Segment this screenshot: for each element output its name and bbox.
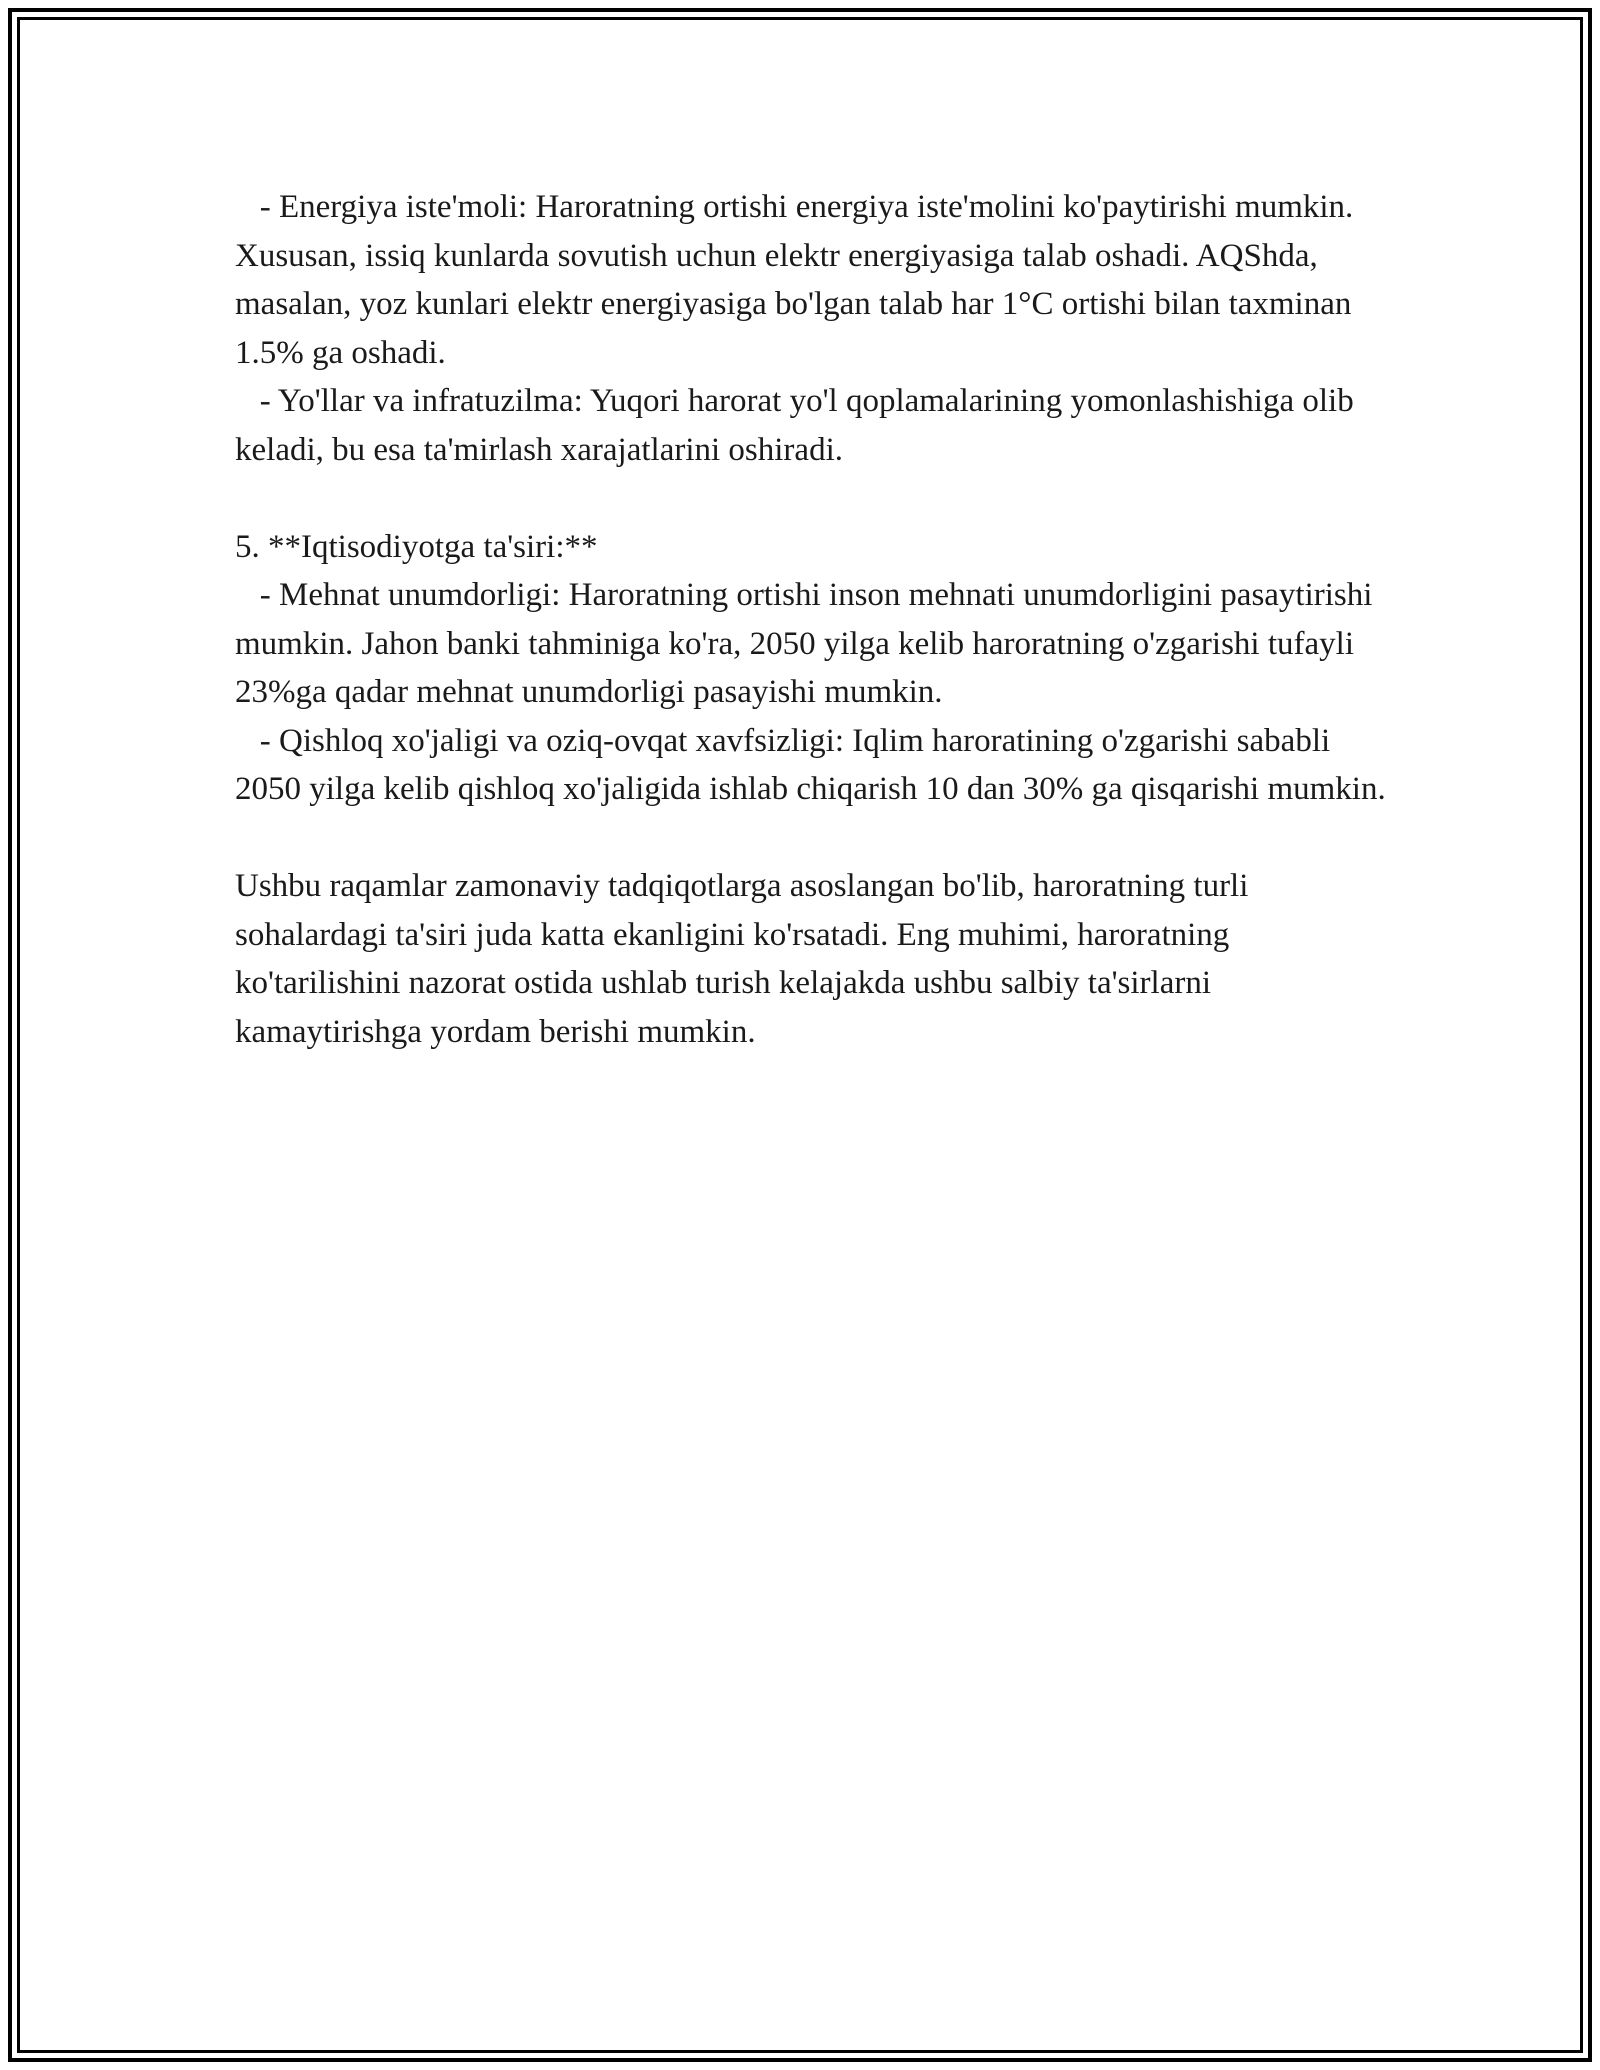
paragraph-roads-infrastructure: - Yo'llar va infratuzilma: Yuqori harorat yo'l qoplamalarining yomonlashishiga olib keladi, bu esa ta'mirlash xarajatlarini oshiradi.	[235, 383, 1362, 468]
section-heading-economy: 5. **Iqtisodiyotga ta'siri:**	[235, 528, 598, 565]
paragraph-agriculture-food-security: - Qishloq xo'jaligi va oziq-ovqat xavfsizligi: Iqlim haroratining o'zgarishi sababli 2050 yilga kelib qishloq xo'jaligida ishlab chiqarish 10 dan 30% ga qisqarishi mumkin.	[235, 722, 1386, 807]
paragraph-energy-consumption: - Energiya iste'moli: Haroratning ortishi energiya iste'molini ko'paytirishi mumkin. Xususan, issiq kunlarda sovutish uchun elektr energiyasiga talab oshadi. AQShda, masalan, yoz kunlari elektr energiyasiga bo'lgan talab har 1°C ortishi bilan taxminan 1.5% ga oshadi.	[235, 189, 1362, 371]
document-body	[235, 183, 1395, 1056]
paragraph-labor-productivity: - Mehnat unumdorligi: Haroratning ortishi inson mehnati unumdorligini pasaytirishi mumkin. Jahon banki tahminiga ko'ra, 2050 yilga kelib haroratning o'zgarishi tufayli 23%ga qadar mehnat unumdorligi pasayishi mumkin.	[235, 577, 1381, 710]
paragraph-conclusion: Ushbu raqamlar zamonaviy tadqiqotlarga asoslangan bo'lib, haroratning turli sohalardagi ta'siri juda katta ekanligini ko'rsatadi. Eng muhimi, haroratning ko'tarilishini nazorat ostida ushlab turish kelajakda ushbu salbiy ta'sirlarni kamaytirishga yordam berishi mumkin.	[235, 868, 1257, 1050]
paragraph-spacer	[235, 814, 1395, 863]
paragraph-spacer	[235, 474, 1395, 523]
